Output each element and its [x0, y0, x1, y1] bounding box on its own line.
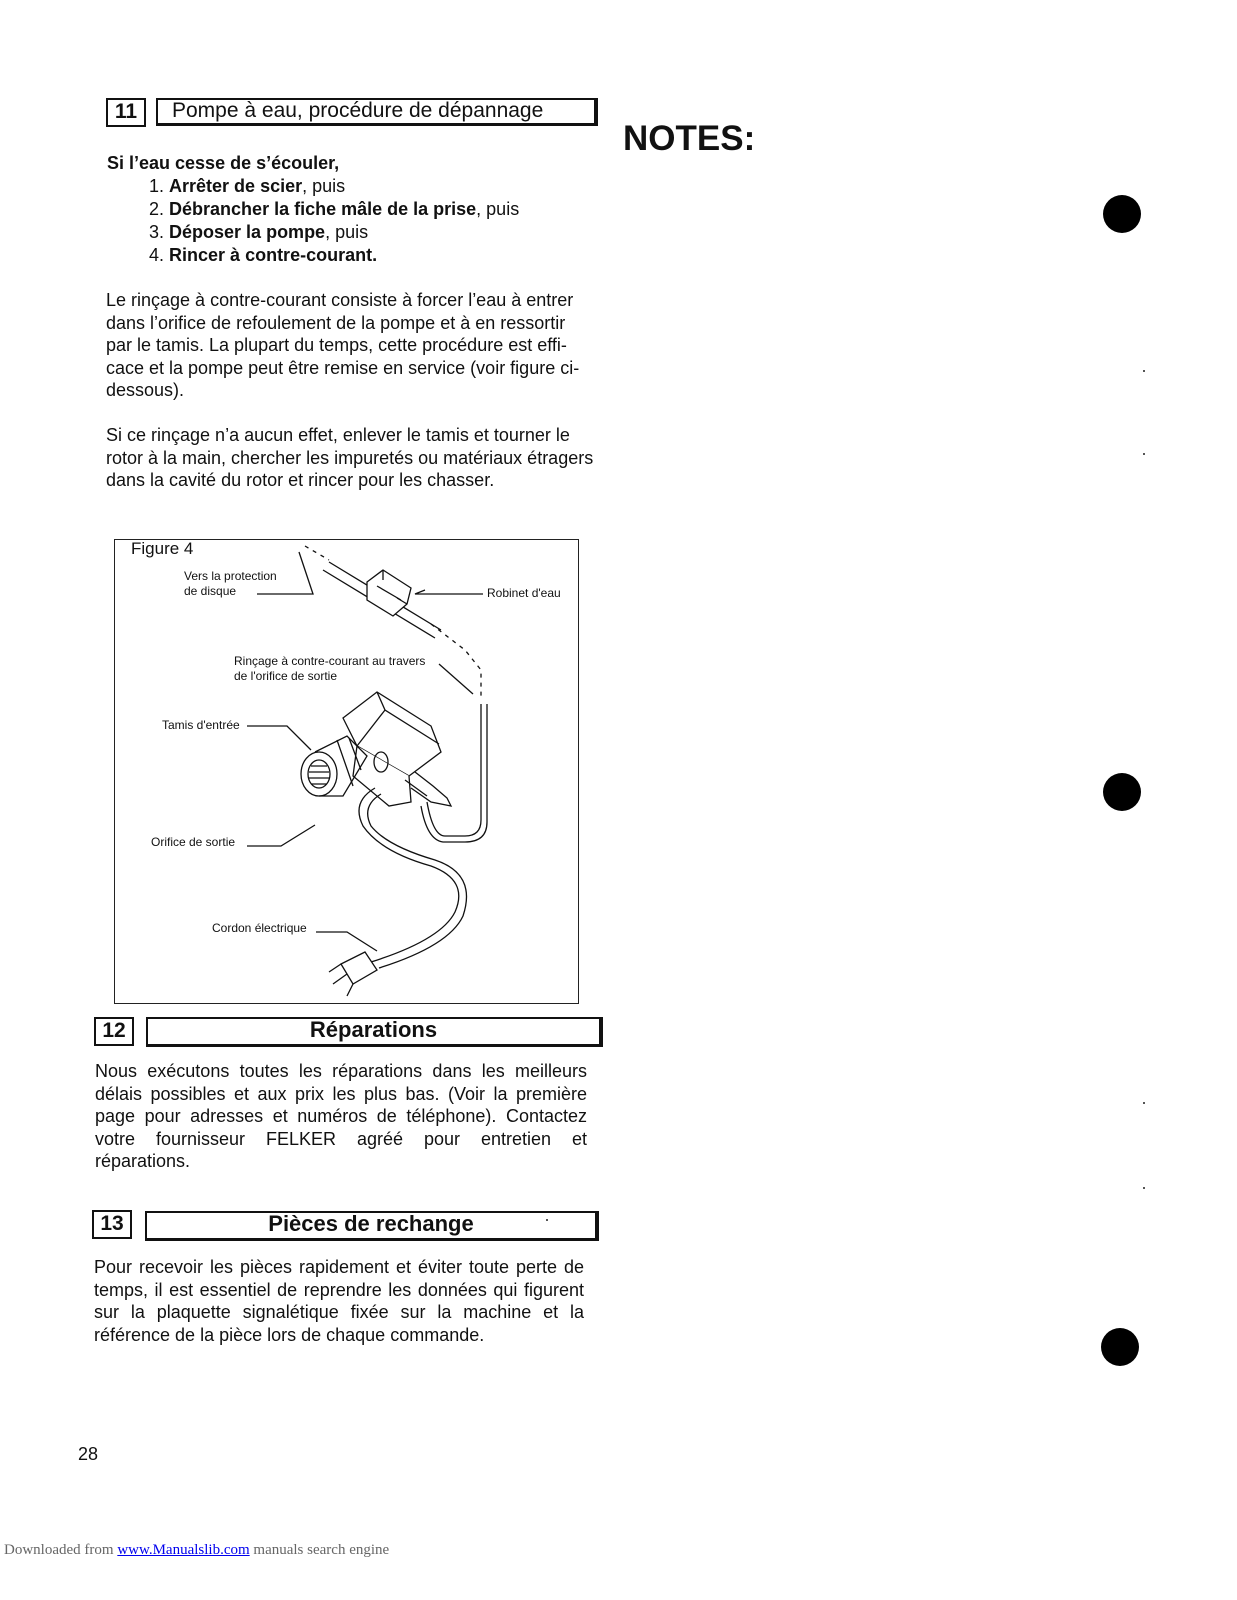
punch-hole	[1101, 1328, 1139, 1366]
section-11-title: Pompe à eau, procédure de dépannage	[156, 98, 598, 126]
leader-line	[415, 590, 483, 594]
footer-prefix: Downloaded from	[4, 1542, 118, 1558]
pump-illustration	[115, 540, 577, 1002]
section-13-title: Pièces de rechange	[145, 1211, 599, 1241]
footer-suffix: manuals search engine	[249, 1542, 390, 1558]
rotor-paragraph: Si ce rinçage n’a aucun effet, enlever le tamis et tourner le rotor à la main, chercher les impuretés ou matériaux étragers dans la cavité du rotor et rincer pour les chasser.	[106, 425, 594, 490]
figure-4	[114, 539, 579, 1004]
label-robinet: Robinet d'eau	[487, 586, 561, 600]
scan-speck	[1143, 1187, 1145, 1189]
water-tap	[367, 570, 411, 616]
section-12-number: 12	[94, 1017, 134, 1046]
leader-line	[439, 664, 473, 694]
page-number: 28	[78, 1444, 99, 1464]
leader-line	[247, 825, 315, 846]
backflush-paragraph: Le rinçage à contre-courant consiste à forcer l’eau à entrer dans l’orifice de refoulement de la pompe et à en ressortir par le tamis. La plupart du temps, cette procédure est effi- cace et la pompe peut être remise en service (voir figure ci- dessous).	[106, 290, 580, 400]
leader-line	[247, 726, 311, 750]
punch-hole	[1103, 773, 1141, 811]
outlet-hose	[427, 704, 481, 836]
leader-line	[257, 552, 313, 594]
download-footer	[4, 1542, 389, 1559]
figure-title: Figure 4	[131, 539, 194, 558]
manualslib-link[interactable]: www.Manualslib.com	[117, 1542, 250, 1558]
label-vers-protection: Vers la protection de disque	[184, 569, 277, 598]
troubleshooting-steps	[149, 175, 519, 267]
section-11-intro: Si l’eau cesse de s’écouler,	[107, 153, 340, 173]
plug	[329, 952, 377, 996]
label-cordon: Cordon électrique	[212, 921, 307, 935]
leader-line	[316, 932, 377, 951]
label-orifice: Orifice de sortie	[151, 835, 236, 849]
label-rincage: Rinçage à contre-courant au travers de l'orifice de sortie	[234, 654, 426, 683]
power-cord	[359, 788, 459, 968]
repairs-paragraph: Nous exécutons toutes les réparations dans les meilleurs délais possibles et aux prix les plus bas. (Voir la première page pour adresses et numéros de téléphone). Contactez votre fournisseur FELKER agréé pour entretien et réparations.	[95, 1061, 587, 1171]
scan-speck	[1143, 370, 1145, 372]
notes-heading: NOTES:	[623, 119, 756, 158]
outlet-hose	[421, 704, 487, 842]
spare-parts-paragraph: Pour recevoir les pièces rapidement et éviter toute perte de temps, il est essentiel de reprendre les données qui figurent sur la plaquette signalétique fixée sur la machine et la référence de la pièce lors de chaque commande.	[94, 1257, 584, 1345]
section-12-title: Réparations	[146, 1017, 603, 1047]
step-item: 2. Débrancher la fiche mâle de la prise, puis	[149, 199, 520, 219]
flow-dashes	[305, 546, 481, 696]
power-cord	[368, 794, 467, 968]
scan-speck	[1143, 453, 1145, 455]
step-item: 1. Arrêter de scier, puis	[149, 176, 346, 196]
scan-speck	[546, 1219, 548, 1221]
step-item: 4. Rincer à contre-courant.	[149, 245, 378, 265]
section-11-number: 11	[106, 98, 146, 127]
scan-speck	[1143, 1102, 1145, 1104]
punch-hole	[1103, 195, 1141, 233]
step-item: 3. Déposer la pompe, puis	[149, 222, 369, 242]
label-tamis: Tamis d'entrée	[162, 718, 240, 732]
section-13-number: 13	[92, 1210, 132, 1239]
